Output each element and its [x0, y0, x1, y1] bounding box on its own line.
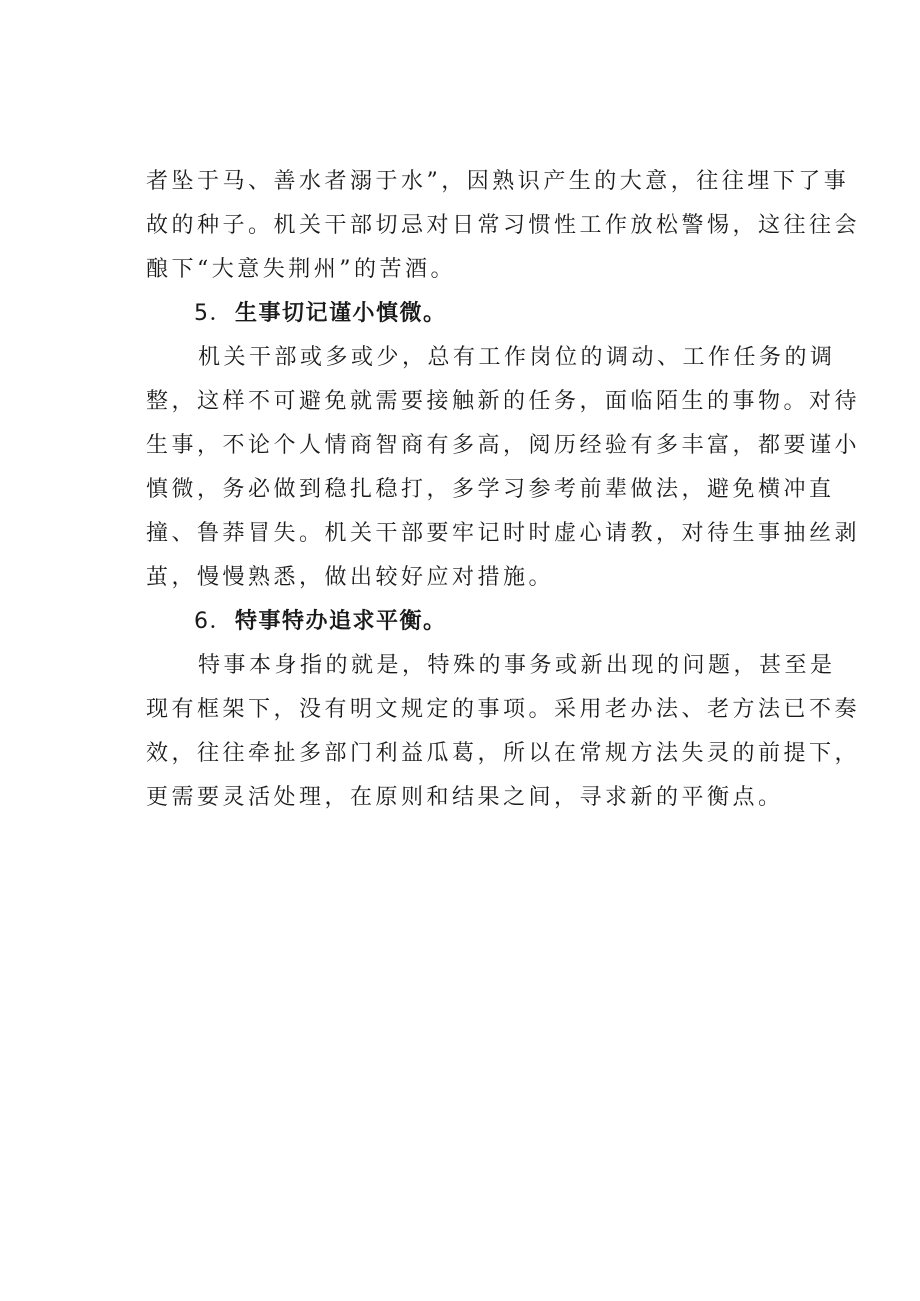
paragraph-line: 现有框架下，没有明文规定的事项。采用老办法、老方法已不奏 — [146, 697, 861, 722]
section-5-title: 生事切记谨小慎微。 — [235, 301, 447, 326]
paragraph-line: 生事，不论个人情商智商有多高，阅历经验有多丰富，都要谨小 — [146, 433, 861, 458]
section-5-number: 5． — [194, 301, 233, 326]
section-6-heading — [146, 600, 786, 644]
paragraph-line: 更需要灵活处理，在原则和结果之间，寻求新的平衡点。 — [146, 785, 784, 810]
document-body — [146, 160, 861, 820]
paragraph-line: 机关干部或多或少，总有工作岗位的调动、工作任务的调 — [198, 345, 836, 370]
section-6-number: 6． — [194, 609, 233, 634]
paragraph-line: 者坠于马、善水者溺于水”，因熟识产生的大意，往往埋下了事 — [146, 169, 850, 194]
section-6-title: 特事特办追求平衡。 — [235, 609, 447, 634]
paragraph-line: 茧，慢慢熟悉，做出较好应对措施。 — [146, 565, 555, 590]
paragraph-line: 效，往往牵扯多部门利益瓜葛，所以在常规方法失灵的前提下， — [146, 741, 861, 766]
paragraph-line: 撞、鲁莽冒失。机关干部要牢记时时虚心请教，对待生事抽丝剥 — [146, 521, 861, 546]
paragraph-line: 酿下“大意失荆州”的苦酒。 — [146, 257, 456, 282]
paragraph-line: 特事本身指的就是，特殊的事务或新出现的问题，甚至是 — [198, 653, 836, 678]
paragraph-line: 故的种子。机关干部切忌对日常习惯性工作放松警惕，这往往会 — [146, 213, 861, 238]
paragraph-line: 慎微，务必做到稳扎稳打，多学习参考前辈做法，避免横冲直 — [146, 477, 835, 502]
paragraph-line: 整，这样不可避免就需要接触新的任务，面临陌生的事物。对待 — [146, 389, 861, 414]
section-5-heading — [146, 292, 786, 336]
